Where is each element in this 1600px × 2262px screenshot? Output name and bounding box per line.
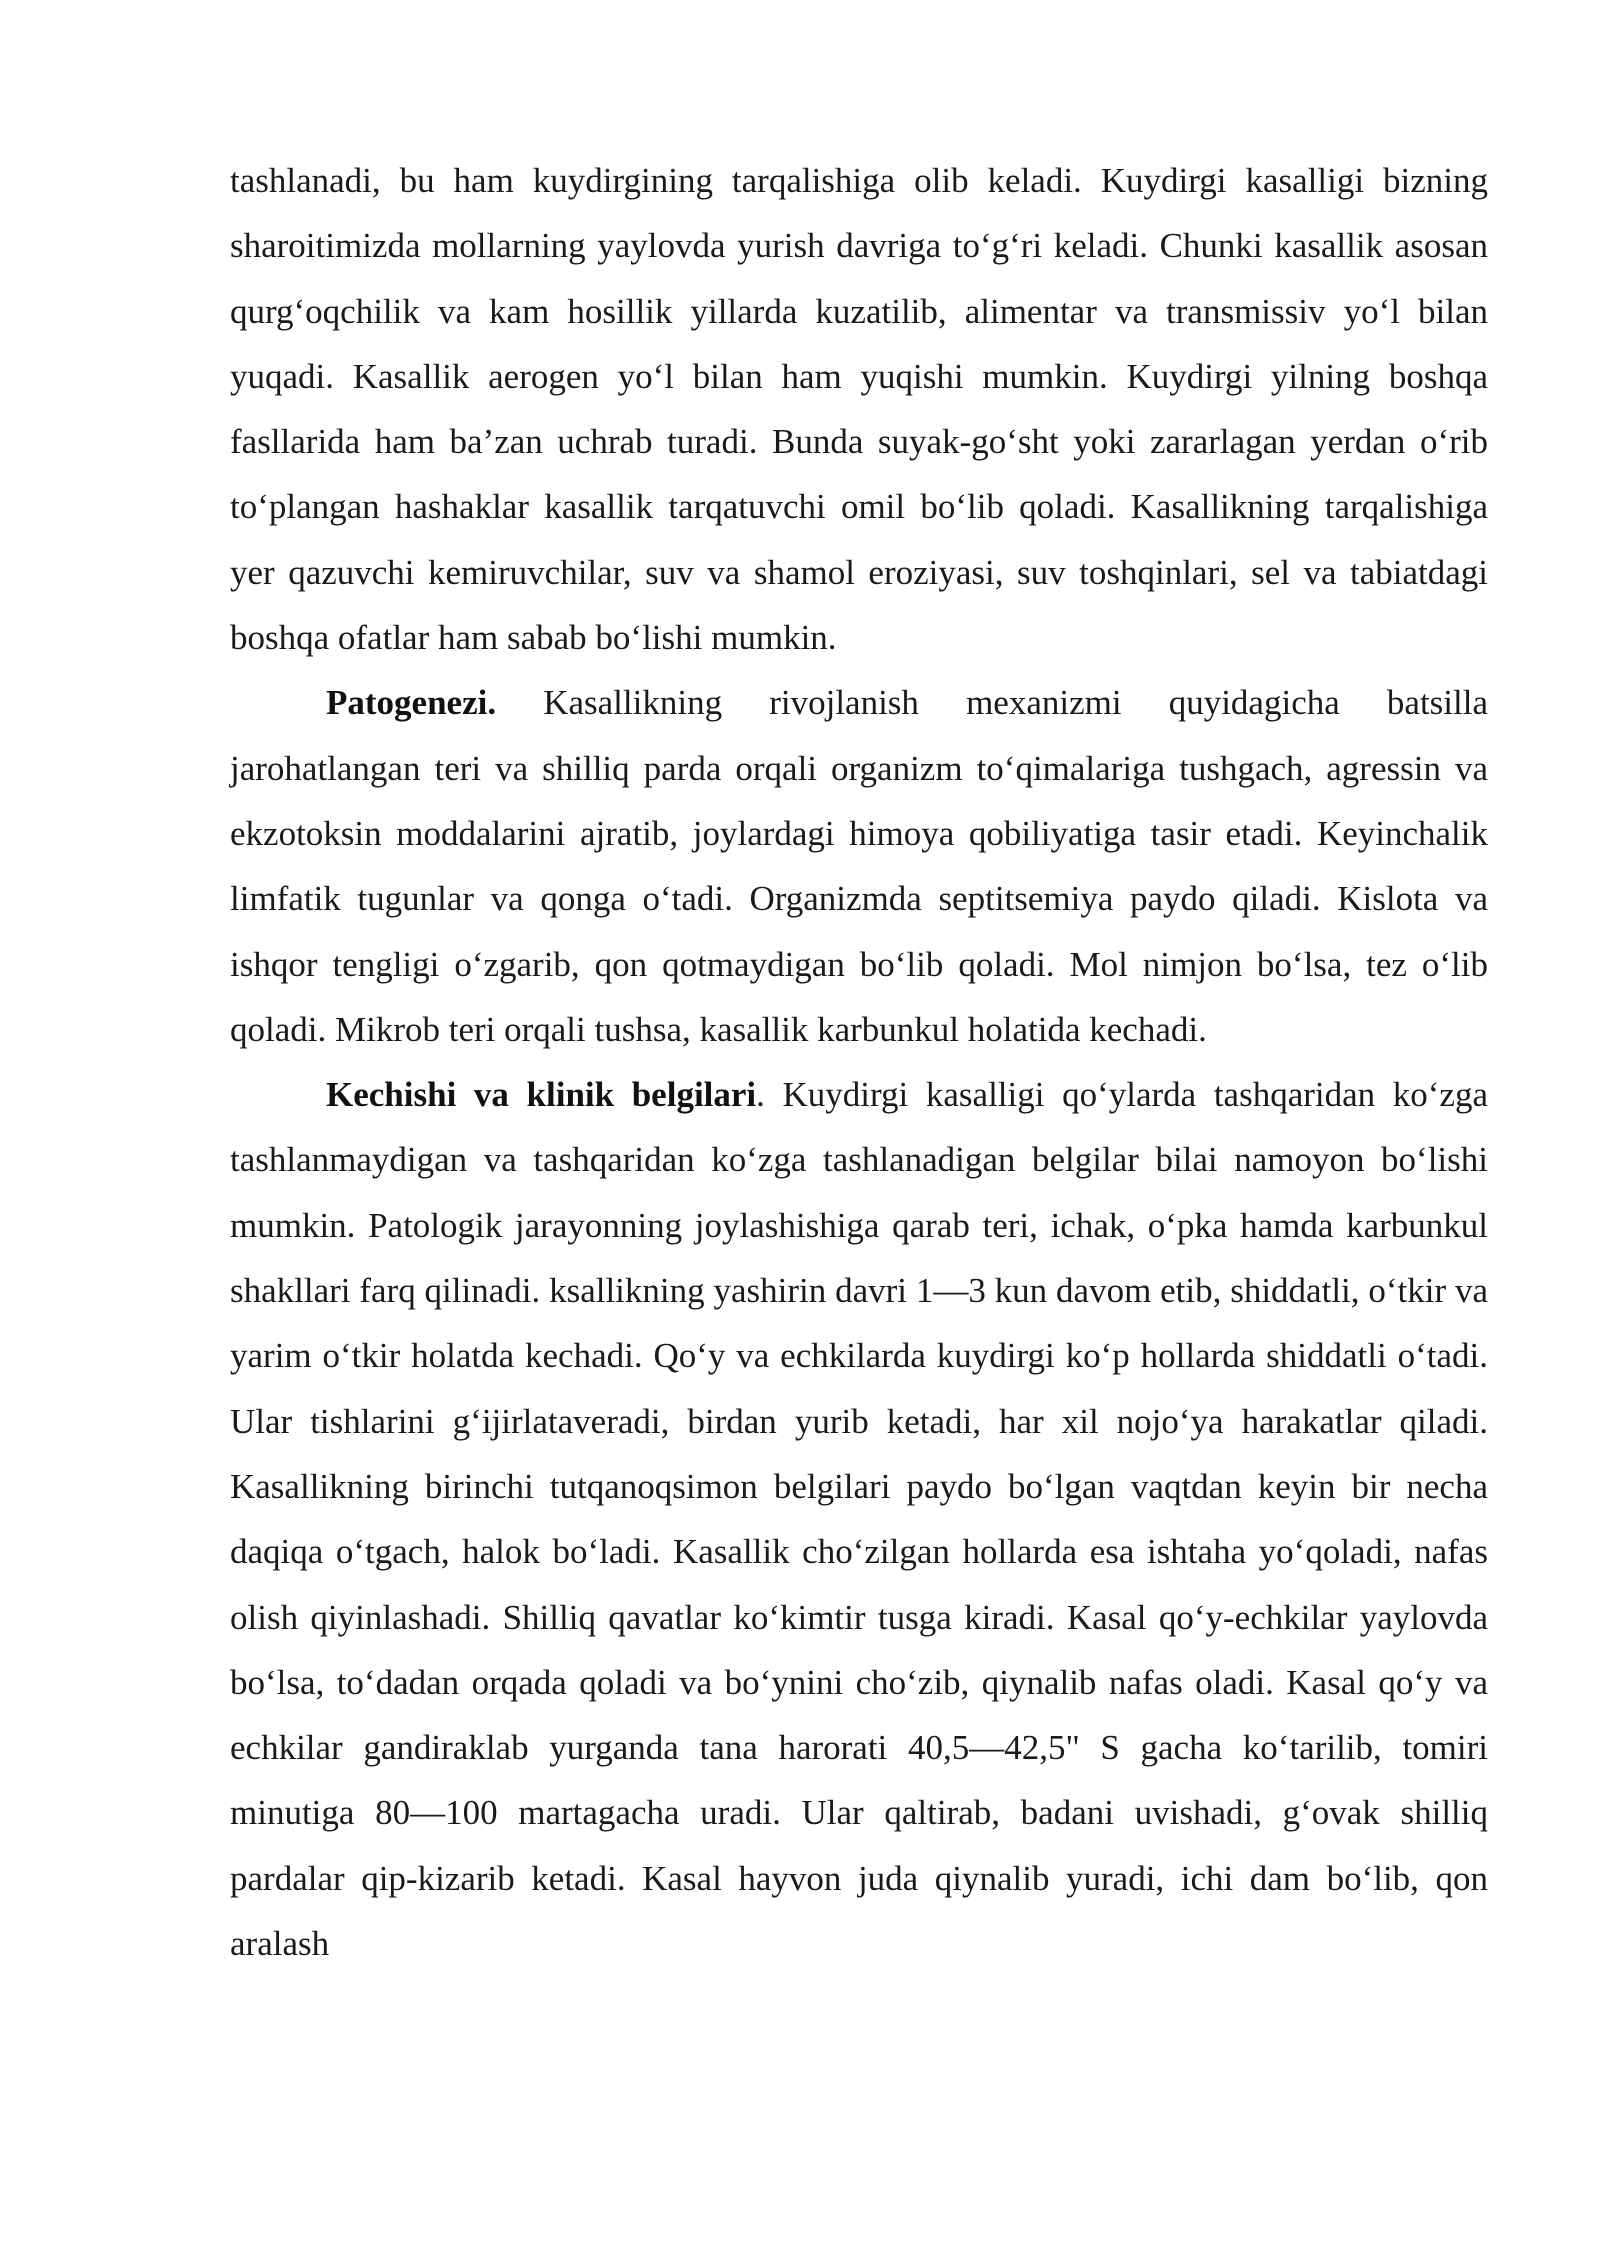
document-page: [230, 148, 1488, 1976]
paragraph-clinical-signs: [230, 1062, 1488, 1976]
paragraph-text: tashlanadi, bu ham kuydirgining tarqalishiga olib keladi. Kuydirgi kasalligi bizning sharoitimizda mollarning yaylovda yurish davriga to‘g‘ri keladi. Chunki kasallik asosan qurg‘oqchilik va kam hosillik yillarda kuzatilib, alimentar va transmissiv yo‘l bilan yuqadi. Kasallik aerogen yo‘l bilan ham yuqishi mumkin. Kuydirgi yilning boshqa fasllarida ham ba’zan uchrab turadi. Bunda suyak-go‘sht yoki zararlagan yerdan o‘rib to‘plangan hashaklar kasallik tarqatuvchi omil bo‘lib qoladi. Kasallikning tarqalishiga yer qazuvchi kemiruvchilar, suv va shamol eroziyasi, suv toshqinlari, sel va tabiatdagi boshqa ofatlar ham sabab bo‘lishi mumkin.: [230, 161, 1488, 658]
paragraph-pathogenesis: [230, 670, 1488, 1062]
section-heading-pathogenesis: Patogenezi.: [326, 683, 497, 723]
section-heading-clinical-signs: Kechishi va klinik belgilari: [326, 1075, 757, 1115]
paragraph-text: . Kuydirgi kasalligi qo‘ylarda tashqaridan ko‘zga tashlanmaydigan va tashqaridan ko‘zga tashlanadigan belgilar bilai namoyon bo‘lishi mumkin. Patologik jarayonning joylashishiga qarab teri, ichak, o‘pka hamda karbunkul shakllari farq qilinadi. ksallikning yashirin davri 1—3 kun davom etib, shiddatli, o‘tkir va yarim o‘tkir holatda kechadi. Qo‘y va echkilarda kuydirgi ko‘p hollarda shiddatli o‘tadi. Ular tishlarini g‘ijirlataveradi, birdan yurib ketadi, har xil nojo‘ya harakatlar qiladi. Kasallikning birinchi tutqanoqsimon belgilari paydo bo‘lgan vaqtdan keyin bir necha daqiqa o‘tgach, halok bo‘ladi. Kasallik cho‘zilgan hollarda esa ishtaha yo‘qoladi, nafas olish qiyinlashadi. Shilliq qavatlar ko‘kimtir tusga kiradi. Kasal qo‘y-echkilar yaylovda bo‘lsa, to‘dadan orqada qoladi va bo‘ynini cho‘zib, qiynalib nafas oladi. Kasal qo‘y va echkilar gandiraklab yurganda tana harorati 40,5—42,5" S gacha ko‘tarilib, tomiri minutiga 80—100 martagacha uradi. Ular qaltirab, badani uvishadi, g‘ovak shilliq pardalar qip-kizarib ketadi. Kasal hayvon juda qiynalib yuradi, ichi dam bo‘lib, qon aralash: [230, 1075, 1488, 1964]
paragraph-continuation: [230, 148, 1488, 670]
paragraph-text: Kasallikning rivojlanish mexanizmi quyidagicha batsilla jarohatlangan teri va shilliq parda orqali organizm to‘qimalariga tushgach, agressin va ekzotoksin moddalarini ajratib, joylardagi himoya qobiliyatiga tasir etadi. Keyinchalik limfatik tugunlar va qonga o‘tadi. Organizmda septitsemiya paydo qiladi. Kislota va ishqor tengligi o‘zgarib, qon qotmaydigan bo‘lib qoladi. Mol nimjon bo‘lsa, tez o‘lib qoladi. Mikrob teri orqali tushsa, kasallik karbunkul holatida kechadi.: [230, 683, 1488, 1049]
